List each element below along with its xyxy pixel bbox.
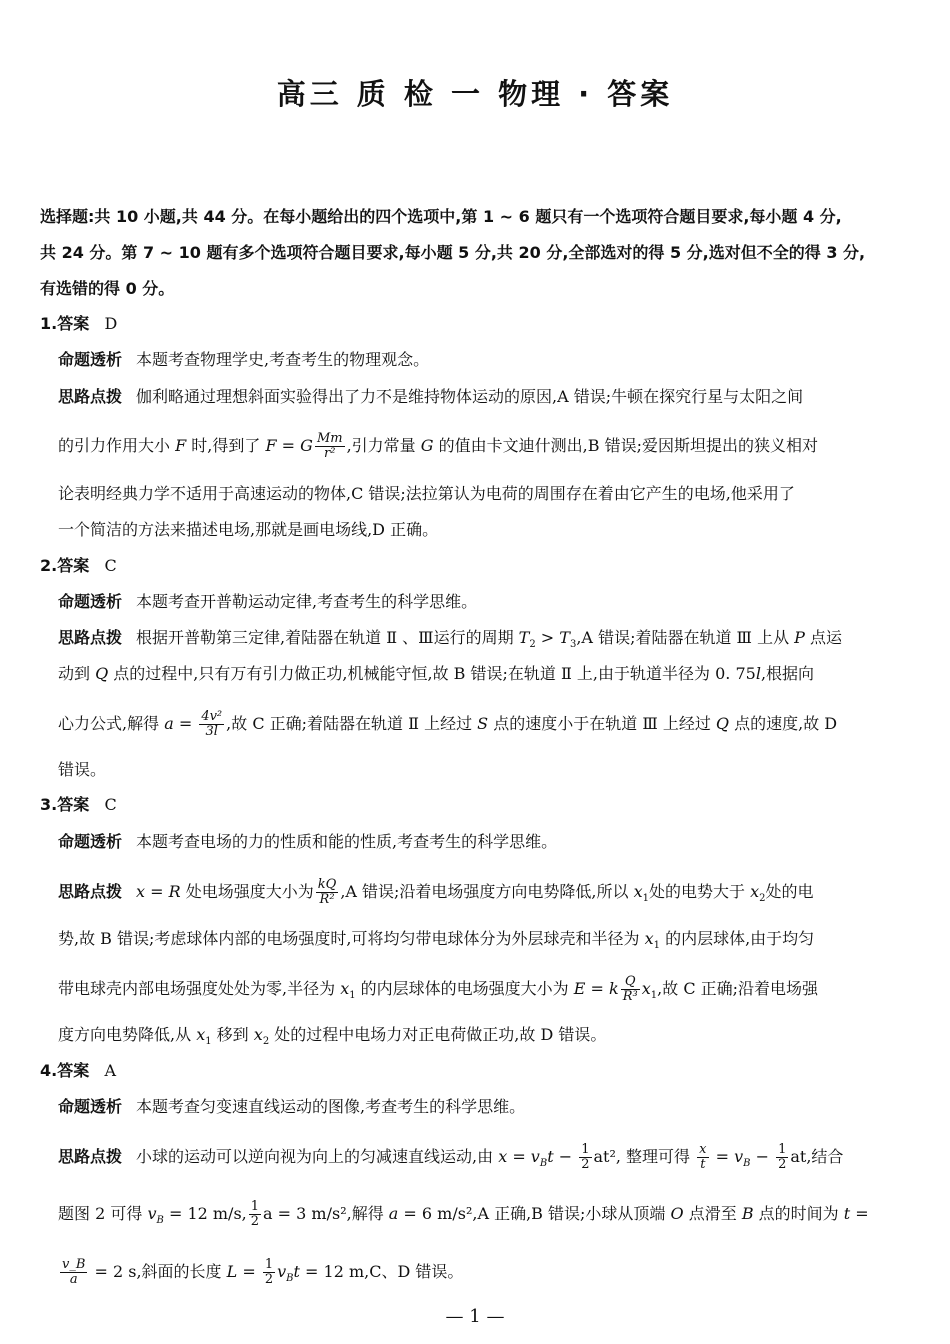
q4-text: 点的时间为 — [753, 1204, 844, 1223]
q1-tips-line-4: 一个简洁的方法来描述电场,那就是画电场线,D 正确。 — [58, 520, 439, 539]
q3-sub: 1 — [653, 940, 660, 952]
q2-var: Q — [95, 664, 109, 683]
q3-text: 处的电势大于 — [649, 882, 751, 901]
q3-var: x — [644, 929, 654, 948]
page-number: — 1 — — [445, 1306, 505, 1327]
q4-text: a = 3 m/s²,解得 — [263, 1204, 389, 1223]
q3-text: = — [585, 979, 610, 998]
q4-analysis — [58, 1097, 910, 1117]
q4-text: at², 整理可得 — [593, 1147, 696, 1166]
frac-numerator: Q — [621, 975, 640, 990]
q3-text: = — [145, 882, 169, 901]
q4-fraction-5 — [60, 1258, 87, 1287]
q1-number: 1. — [40, 314, 58, 333]
q3-analysis — [58, 832, 910, 852]
q1-tips-line-3: 论表明经典力学不适用于高速运动的物体,C 错误;法拉第认为电荷的周围存在着由它产生的电场,他采用了 — [58, 484, 795, 503]
q3-sub: 1 — [205, 1036, 212, 1048]
frac-denominator: 2 — [250, 1214, 260, 1229]
q2-var: a — [164, 714, 174, 733]
q1-analysis — [58, 350, 910, 370]
q4-var: v — [147, 1204, 157, 1223]
q2-tips-label: 思路点拨 — [58, 628, 123, 647]
q2-tips — [58, 628, 910, 655]
q1-fraction — [315, 432, 345, 461]
q4-var: v — [277, 1262, 287, 1281]
q2-var: S — [477, 714, 489, 733]
q2-text: 点的过程中,只有万有引力做正功,机械能守恒,故 B 错误;在轨道 Ⅱ 上,由于轨道半径为 0. 75 — [108, 664, 756, 683]
q2-analysis — [58, 592, 910, 612]
q2-sub: 3 — [569, 639, 577, 651]
q3-tips-label: 思路点拨 — [58, 882, 123, 901]
q3-text: 处的电 — [765, 882, 814, 901]
q2-text: > — [535, 628, 560, 647]
q2-answer-label: 答案 — [57, 556, 90, 575]
q4-fraction-1 — [579, 1143, 591, 1172]
q3-var: k — [609, 979, 619, 998]
frac-denominator: 2 — [778, 1157, 787, 1172]
q4-fraction-6 — [263, 1258, 275, 1287]
q3-text: 势,故 B 错误;考虑球体内部的电场强度时,可将均匀带电球体分为外层球壳和半径为 — [58, 929, 645, 948]
q3-sub: 1 — [642, 893, 650, 905]
q2-var: T — [559, 628, 570, 647]
q2-sub: 2 — [529, 639, 536, 651]
q1-text: ,引力常量 — [346, 436, 421, 455]
q4-var: L — [226, 1262, 238, 1281]
q3-number: 3. — [40, 795, 58, 814]
q2-text: ,故 C 正确;着陆器在轨道 Ⅱ 上经过 — [226, 714, 478, 733]
frac-denominator: 2 — [264, 1272, 274, 1287]
q4-text: = — [850, 1204, 869, 1223]
q2-text: ,根据向 — [760, 664, 815, 683]
frac-denominator: 3l — [205, 724, 218, 739]
q3-text: ,故 C 正确;沿着电场强 — [657, 979, 819, 998]
q2-var: l — [755, 664, 761, 683]
frac-denominator: t — [700, 1157, 706, 1172]
q2-var: P — [794, 628, 805, 647]
q3-tips-line-2 — [58, 929, 910, 956]
q4-var: = v — [710, 1147, 744, 1166]
q3-var: E — [573, 979, 586, 998]
q3-sub: 2 — [759, 893, 766, 905]
q2-tips-line-3 — [58, 710, 910, 739]
q1-tips-line-2 — [58, 432, 910, 461]
page-title: 高三 质 检 一 物理 · 答案 — [276, 77, 674, 111]
q2-var: Q — [715, 714, 730, 733]
q4-answer-line — [40, 1061, 910, 1081]
q4-text: = 12 m/s, — [163, 1204, 247, 1223]
frac-numerator: kQ — [317, 877, 337, 892]
q4-tips-line-3 — [58, 1258, 910, 1289]
q3-analysis-text: 本题考查电场的力的性质和能的性质,考查考生的科学思维。 — [136, 832, 558, 851]
q4-analysis-text: 本题考查匀变速直线运动的图像,考查考生的科学思维。 — [136, 1097, 526, 1116]
q2-text: 点的速度,故 D — [729, 714, 838, 733]
frac-numerator: 1 — [250, 1199, 260, 1214]
q4-sub: B — [539, 1158, 548, 1170]
frac-denominator: r² — [324, 446, 336, 461]
q3-tips-line-3 — [58, 975, 910, 1006]
q3-fraction — [316, 878, 339, 907]
q4-text: at,结合 — [790, 1147, 844, 1166]
frac-numerator: x — [699, 1142, 707, 1157]
q2-analysis-text: 本题考查开普勒运动定律,考查考生的科学思维。 — [136, 592, 478, 611]
frac-numerator: 1 — [264, 1257, 274, 1272]
q2-number: 2. — [40, 556, 58, 575]
q4-var: t − — [547, 1147, 578, 1166]
frac-numerator: 4v² — [201, 709, 223, 724]
q3-var: x — [136, 882, 146, 901]
q4-tips-line-2 — [58, 1200, 910, 1231]
q4-analysis-label: 命题透析 — [58, 1097, 123, 1116]
q1-tips-label: 思路点拨 — [58, 387, 123, 406]
intro-line-3: 有选错的得 0 分。 — [40, 279, 175, 298]
q4-answer-value: A — [104, 1061, 117, 1080]
q3-sub: 2 — [262, 1036, 270, 1048]
q3-answer-line — [40, 795, 910, 815]
q3-var: x — [641, 979, 651, 998]
q3-answer-label: 答案 — [57, 795, 90, 814]
q4-fraction-4 — [249, 1200, 261, 1229]
q1-tips — [58, 387, 910, 407]
q3-sub: 1 — [349, 990, 356, 1002]
q4-text: = 2 s,斜面的长度 — [89, 1262, 227, 1281]
q2-text: = — [173, 714, 198, 733]
q4-text: = 12 m,C、D 错误。 — [299, 1262, 464, 1281]
q1-answer-value: D — [104, 314, 118, 333]
q4-answer-label: 答案 — [57, 1061, 90, 1080]
q2-text: 动到 — [58, 664, 96, 683]
q3-answer-value: C — [104, 795, 117, 814]
q4-sub: B — [156, 1215, 164, 1227]
q4-sub: B — [286, 1273, 294, 1285]
q4-var: x = v — [498, 1147, 540, 1166]
q3-var: x — [633, 882, 643, 901]
q3-var: x — [340, 979, 350, 998]
q4-fraction-2 — [697, 1143, 708, 1172]
q3-text: 处电场强度大小为 — [180, 882, 314, 901]
q4-tips-label: 思路点拨 — [58, 1147, 123, 1166]
q3-text: 带电球壳内部电场强度处处为零,半径为 — [58, 979, 341, 998]
q2-text: 心力公式,解得 — [58, 714, 165, 733]
q4-text: = — [237, 1262, 261, 1281]
q2-text: 点运 — [804, 628, 843, 647]
q4-sub: B — [743, 1158, 751, 1170]
q4-var: a — [388, 1204, 399, 1223]
q4-text: 题图 2 可得 — [58, 1204, 148, 1223]
q2-answer-value: C — [104, 556, 117, 575]
q1-tips-text-1: 伽利略通过理想斜面实验得出了力不是维持物体运动的原因,A 错误;牛顿在探究行星与太阳之间 — [136, 387, 804, 406]
q3-analysis-label: 命题透析 — [58, 832, 123, 851]
q3-var: R — [168, 882, 181, 901]
q1-analysis-text: 本题考查物理学史,考查考生的物理观念。 — [136, 350, 430, 369]
q1-text: 的值由卡文迪什测出,B 错误;爱因斯坦提出的狭义相对 — [433, 436, 818, 455]
q4-text: 小球的运动可以逆向视为向上的匀减速直线运动,由 — [136, 1147, 499, 1166]
q4-var: t — [843, 1204, 851, 1223]
q1-text: 的引力作用大小 — [58, 436, 176, 455]
q3-text: 的内层球体的电场强度大小为 — [355, 979, 574, 998]
q1-answer-label: 答案 — [57, 314, 90, 333]
q1-text: = — [276, 436, 301, 455]
q2-analysis-label: 命题透析 — [58, 592, 123, 611]
frac-numerator: 1 — [778, 1142, 787, 1157]
q4-number: 4. — [40, 1061, 58, 1080]
q4-var: B — [741, 1204, 754, 1223]
q3-var: x — [253, 1025, 263, 1044]
q3-var: x — [750, 882, 760, 901]
q4-text: 点滑至 — [683, 1204, 742, 1223]
q4-tips — [58, 1143, 910, 1174]
frac-numerator: v_B — [62, 1257, 86, 1272]
q4-var: O — [670, 1204, 684, 1223]
frac-denominator: 2 — [581, 1157, 590, 1172]
frac-numerator: Mm — [316, 431, 343, 446]
q2-text: 根据开普勒第三定律,着陆器在轨道 Ⅱ 、Ⅲ运行的周期 — [136, 628, 519, 647]
q2-tips-line-4: 错误。 — [58, 760, 107, 779]
q3-tips-line-4 — [58, 1025, 910, 1052]
q1-var: G — [300, 436, 313, 455]
frac-denominator: R³ — [622, 989, 638, 1004]
q1-analysis-label: 命题透析 — [58, 350, 123, 369]
q3-text: 的内层球体,由于均匀 — [660, 929, 815, 948]
q1-var: G — [420, 436, 434, 455]
q4-text: − — [750, 1147, 775, 1166]
q1-answer-line — [40, 314, 910, 334]
frac-denominator: R² — [319, 892, 335, 907]
q3-var: x — [196, 1025, 206, 1044]
q3-text: ,A 错误;沿着电场强度方向电势降低,所以 — [340, 882, 634, 901]
intro-line-2: 共 24 分。第 7 ~ 10 题有多个选项符合题目要求,每小题 5 分,共 20 分,全部选对的得 5 分,选对但不全的得 3 分, — [40, 243, 866, 262]
frac-denominator: a — [69, 1272, 78, 1287]
q3-fraction-2 — [621, 975, 640, 1004]
q3-text: 处的过程中电场力对正电荷做正功,故 D 错误。 — [269, 1025, 607, 1044]
q2-tips-line-2 — [58, 664, 910, 684]
q4-fraction-3 — [776, 1143, 788, 1172]
q3-sub: 1 — [650, 990, 658, 1002]
q2-answer-line — [40, 556, 910, 576]
q1-var: F — [175, 436, 187, 455]
q3-text: 度方向电势降低,从 — [58, 1025, 197, 1044]
q2-text: 点的速度小于在轨道 Ⅲ 上经过 — [488, 714, 716, 733]
q2-fraction — [199, 710, 224, 739]
frac-numerator: 1 — [581, 1142, 590, 1157]
q1-var: F — [265, 436, 277, 455]
intro-line-1: 选择题:共 10 小题,共 44 分。在每小题给出的四个选项中,第 1 ~ 6 题只有一个选项符合题目要求,每小题 4 分, — [40, 207, 842, 226]
q4-var: t — [293, 1262, 300, 1281]
q2-var: T — [518, 628, 530, 647]
q2-text: ,A 错误;着陆器在轨道 Ⅲ 上从 — [576, 628, 795, 647]
q3-tips — [58, 878, 910, 909]
q1-text: 时,得到了 — [186, 436, 266, 455]
q3-text: 移到 — [211, 1025, 254, 1044]
q4-text: = 6 m/s²,A 正确,B 错误;小球从顶端 — [398, 1204, 671, 1223]
